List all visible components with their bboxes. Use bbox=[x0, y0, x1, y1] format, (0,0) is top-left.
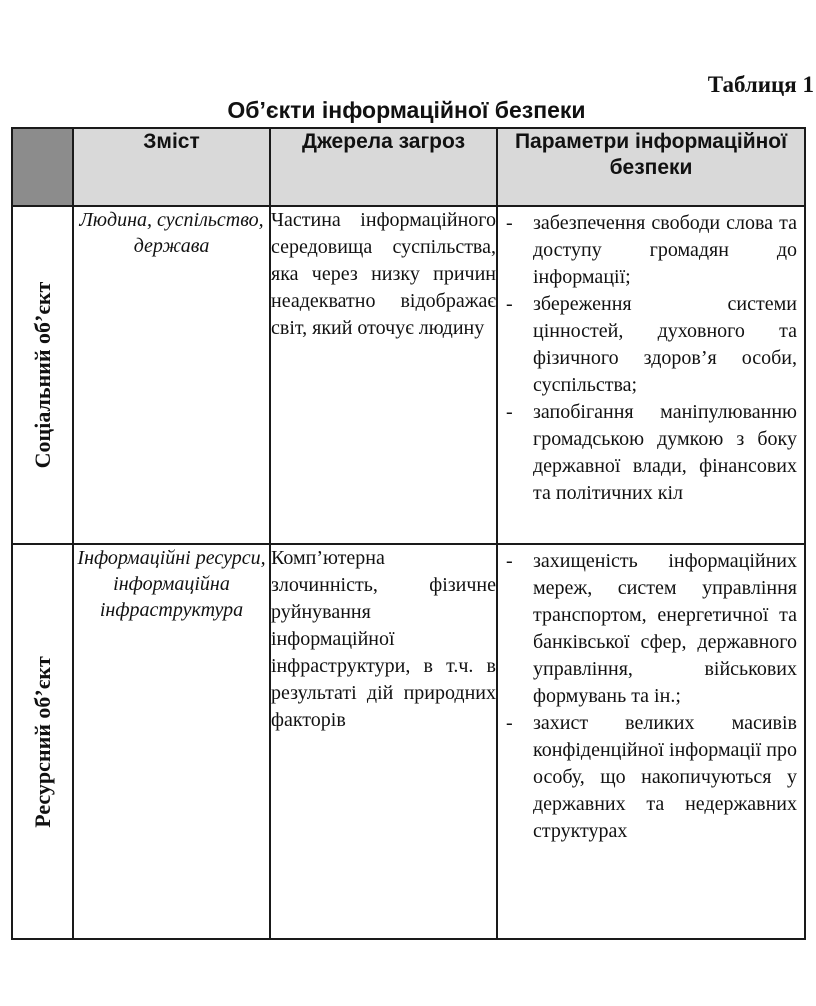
params-list-item: - захист великих масивів конфіденційної інформації про особу, що накопичуються у державних та недержавних структурах bbox=[506, 710, 797, 845]
threat-sources-cell bbox=[270, 544, 497, 939]
content-cell: Людина, суспільство, держава bbox=[73, 206, 270, 544]
params-cell bbox=[497, 544, 805, 939]
header-threats: Джерела загроз bbox=[270, 128, 497, 206]
params-list bbox=[498, 207, 804, 507]
header-content: Зміст bbox=[73, 128, 270, 206]
params-list-item: - збереження системи цінностей, духовного та фізичного здоров’я особи, суспільства; bbox=[506, 291, 797, 399]
threat-sources-cell bbox=[270, 206, 497, 544]
content-cell: Інформаційні ресурси, інформаційна інфраструктура bbox=[73, 544, 270, 939]
row-category-label: Соціальний об’єкт bbox=[29, 281, 55, 469]
row-category-cell bbox=[12, 544, 73, 939]
row-category-cell bbox=[12, 206, 73, 544]
params-list-item: - захищеність інформаційних мереж, систем управління транспортом, енергетичної та банківської сфер, державного управління, військових формувань та ін.; bbox=[506, 548, 797, 710]
info-security-table bbox=[11, 127, 806, 940]
header-params: Параметри інформаційної безпеки bbox=[497, 128, 805, 206]
params-list bbox=[498, 545, 804, 845]
table-number: Таблиця 1 bbox=[707, 72, 814, 97]
row-category-label: Ресурсний об’єкт bbox=[29, 655, 55, 828]
table-row-resource bbox=[12, 544, 805, 939]
threat-sources-text: Частина інформаційного середовища суспільства, яка через низку причин неадекватно відображає світ, який оточує людину bbox=[271, 209, 496, 339]
threat-sources-text: Комп’ютерна злочинність, фізичне руйнування інформаційної інфраструктури, в т.ч. в результаті дій природних факторів bbox=[271, 547, 496, 731]
table-title: Об’єкти інформаційної безпеки bbox=[227, 97, 586, 123]
params-cell bbox=[497, 206, 805, 544]
header-row bbox=[12, 128, 805, 206]
table-row-social bbox=[12, 206, 805, 544]
params-list-item: - запобігання маніпулюванню громадською думкою з боку державної влади, фінансових та політичних кіл bbox=[506, 399, 797, 507]
header-corner-cell bbox=[12, 128, 73, 206]
params-list-item: - забезпечення свободи слова та доступу громадян до інформації; bbox=[506, 210, 797, 291]
